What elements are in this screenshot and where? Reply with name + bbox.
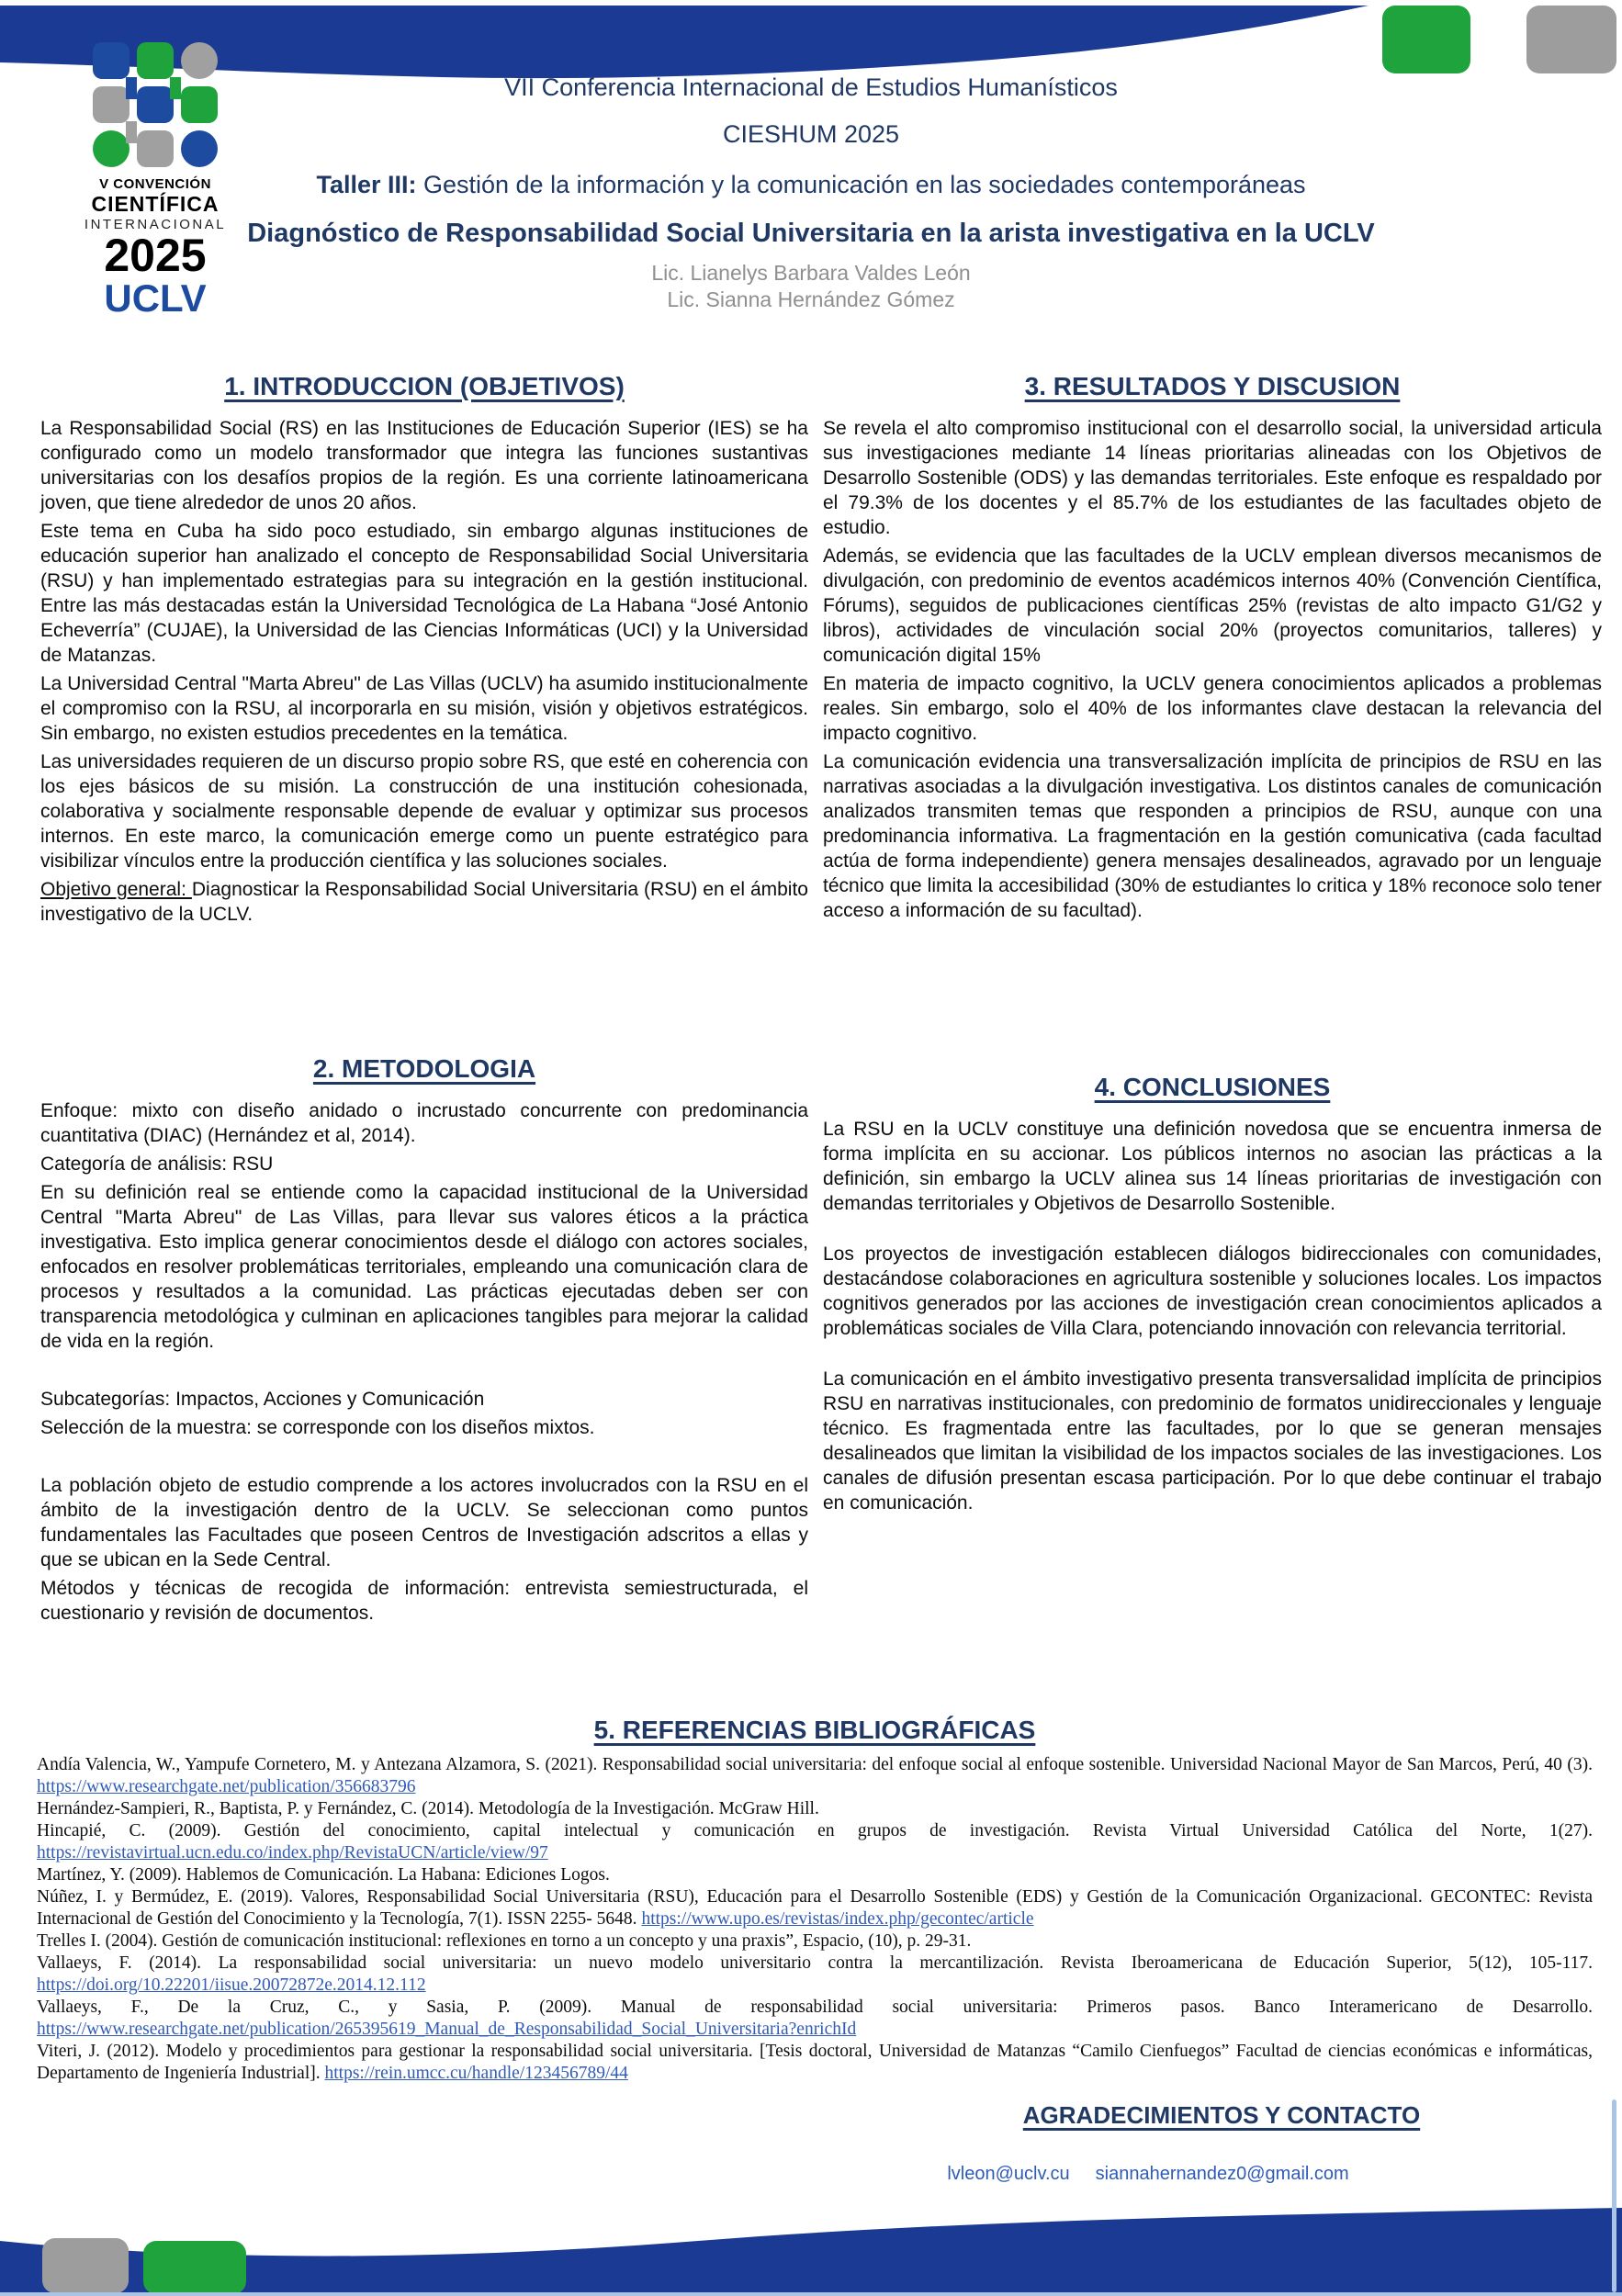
section-introduccion-title: 1. INTRODUCCION (OBJETIVOS) [224, 372, 625, 400]
reference-link[interactable]: https://rein.umcc.cu/handle/123456789/44 [324, 2064, 628, 2083]
reference-item [37, 1754, 1593, 1798]
top-gray-tab [1526, 6, 1616, 73]
section-resultados-title: 3. RESULTADOS Y DISCUSION [1024, 372, 1401, 400]
section-conclusiones-body [823, 1117, 1602, 1515]
section-referencias-title: 5. REFERENCIAS BIBLIOGRÁFICAS [593, 1716, 1036, 1744]
reference-text: Núñez, I. y Bermúdez, E. (2019). Valores, Responsabilidad Social Universitaria (RSU), Educación para el Desarrollo Sostenible (EDS) y Gestión de la Comunicación Organizacional. GECONTEC: Revista Internacional de Gestión del Conocimiento y la Tecnología, 7(1). ISSN 2255- 5648. [37, 1887, 1593, 1929]
paragraph-text: Categoría de análisis: RSU [40, 1154, 274, 1175]
section-conclusiones-title: 4. CONCLUSIONES [1094, 1073, 1331, 1101]
conference-name: VII Conferencia Internacional de Estudios Humanísticos [504, 73, 1118, 101]
authors-block [0, 260, 1622, 313]
reference-item [37, 1798, 1593, 1820]
paragraph [823, 544, 1602, 668]
reference-link[interactable]: https://doi.org/10.22201/iisue.20072872e.2014.12.112 [37, 1975, 426, 1995]
logo-text-cientifica: CIENTÍFICA [91, 192, 220, 216]
contact-email-1: lvleon@uclv.cu [947, 2164, 1070, 2184]
paragraph [40, 877, 808, 927]
reference-item [37, 1930, 1593, 1953]
contact-email-2: siannahernandez0@gmail.com [1095, 2164, 1349, 2184]
reference-item [37, 1997, 1593, 2041]
paragraph-lead: Objetivo general: [40, 879, 192, 900]
logo-text-convencion: V CONVENCIÓN [99, 176, 211, 192]
paragraph-text: La Responsabilidad Social (RS) en las Instituciones de Educación Superior (IES) se ha configurado como un modelo transformador que integra las funciones sustantivas universitarias con los desafíos propios de la región. Es una corriente latinoamericana joven, que tiene alrededor de unos 20 años. [40, 418, 808, 513]
paragraph [40, 1152, 808, 1176]
contact-emails [817, 2164, 1479, 2185]
reference-item [37, 1953, 1593, 1997]
paragraph [823, 671, 1602, 746]
paragraph-text: La Universidad Central "Marta Abreu" de Las Villas (UCLV) ha asumido institucionalmente el compromiso con la RSU, al incorporarla en su misión, visión y objetivos estratégicos. Sin embargo, no existen estudios precedentes en la temática. [40, 673, 808, 744]
poster-header [0, 73, 1622, 313]
paragraph-text: Diagnosticar la Responsabilidad Social Universitaria (RSU) en el ámbito investigativo de la UCLV. [40, 879, 808, 925]
section-agradecimientos [918, 2101, 1525, 2130]
reference-text: Vallaeys, F., De la Cruz, C., y Sasia, P. (2009). Manual de responsabilidad social universitaria: Primeros pasos. Banco Interamericano de Desarrollo. [37, 1998, 1593, 2017]
paragraph [40, 1387, 808, 1412]
reference-text: Hernández-Sampieri, R., Baptista, P. y Fernández, C. (2014). Metodología de la Investigación. McGraw Hill. [37, 1799, 819, 1818]
reference-item [37, 1886, 1593, 1930]
right-accent-line [1612, 2099, 1616, 2292]
poster-title: Diagnóstico de Responsabilidad Social Universitaria en la arista investigativa en la UCLV [247, 219, 1375, 248]
paragraph-text: Selección de la muestra: se corresponde con los diseños mixtos. [40, 1417, 595, 1438]
section-metodologia-title: 2. METODOLOGIA [312, 1054, 536, 1083]
reference-text: Viteri, J. (2012). Modelo y procedimientos para gestionar la responsabilidad social universitaria. [Tesis doctoral, Universidad de Matanzas “Camilo Cienfuegos” Facultad de ciencias económicas e informáticas, Departamento de Ingeniería Industrial]. [37, 2042, 1593, 2083]
section-agradecimientos-title: AGRADECIMIENTOS Y CONTACTO [1022, 2101, 1421, 2129]
conference-acronym: CIESHUM 2025 [722, 120, 900, 148]
paragraph [40, 1576, 808, 1626]
paragraph [40, 519, 808, 668]
bottom-accent-line [0, 2292, 1622, 2296]
paragraph-text: Además, se evidencia que las facultades de la UCLV emplean diversos mecanismos de divulgación, con predominio de eventos académicos internos 40% (Convención Científica, Fórums), seguidos de publicaciones científicas 25% (revistas de alto impacto G1/G2 y libros), actividades de vinculación social 20% (proyectos comunitarios, talleres) y comunicación digital 15% [823, 546, 1602, 666]
logo-text-year: 2025 [104, 230, 207, 281]
paragraph [40, 1180, 808, 1354]
logo-text-internacional: INTERNACIONAL [84, 217, 227, 232]
section-metodologia-body [40, 1098, 808, 1626]
paragraph [40, 749, 808, 873]
bottom-green-tab [143, 2241, 246, 2294]
paragraph-text: Este tema en Cuba ha sido poco estudiado, sin embargo algunas instituciones de educación superior han analizado el concepto de Responsabilidad Social Universitaria (RSU) y han implementado estrategias para su integración en la gestión institucional. Entre las más destacadas están la Universidad Tecnológica de La Habana “José Antonio Echeverría” (CUJAE), la Universidad de las Ciencias Informáticas (UCI) y la Universidad de Matanzas. [40, 521, 808, 666]
paragraph [40, 416, 808, 515]
paragraph-text: La RSU en la UCLV constituye una definición novedosa que se encuentra inmersa de forma implícita en su accionar. Los públicos internos no asocian las prácticas a la definición, sin embargo la UCLV alinea sus 14 líneas prioritarias de investigación con demandas territoriales y Objetivos de Desarrollo Sostenible. [823, 1119, 1602, 1214]
workshop-text: Gestión de la información y la comunicación en las sociedades contemporáneas [416, 171, 1306, 198]
paragraph [40, 1473, 808, 1572]
reference-text: Vallaeys, F. (2014). La responsabilidad social universitaria: un nuevo modelo universitario contra la mercantilización. Revista Iberoamericana de Educación Superior, 5(12), 105-117. [37, 1953, 1593, 1973]
reference-link[interactable]: https://www.upo.es/revistas/index.php/gecontec/article [641, 1909, 1034, 1929]
reference-item [37, 2041, 1593, 2085]
paragraph [40, 1415, 808, 1440]
reference-text: Trelles I. (2004). Gestión de comunicación institucional: reflexiones en torno a un concepto y una praxis”, Espacio, (10), p. 29-31. [37, 1931, 972, 1951]
section-resultados [823, 372, 1602, 927]
paragraph [823, 1367, 1602, 1515]
reference-item [37, 1820, 1593, 1864]
paragraph [823, 416, 1602, 540]
reference-link[interactable]: https://www.researchgate.net/publication/265395619_Manual_de_Responsabilidad_Social_Universitaria?enrichId [37, 2020, 857, 2039]
paragraph-text: En su definición real se entiende como la capacidad institucional de la Universidad Central "Marta Abreu" de Las Villas, para llevar sus valores éticos a la práctica investigativa. Esto implica generar conocimientos desde el diálogo con actores sociales, enfocados en resolver problemáticas territoriales, empleando una comunicación clara de procesos y resultados a la comunidad. Las prácticas ejecutadas deben ser con transparencia metodológica y culminan en aplicaciones tangibles para mejorar la calidad de vida en la región. [40, 1182, 808, 1352]
author-1: Lic. Lianelys Barbara Valdes León [651, 261, 971, 286]
section-resultados-body [823, 416, 1602, 923]
workshop-line [0, 171, 1622, 199]
reference-text: Hincapié, C. (2009). Gestión del conocimiento, capital intelectual y comunicación en grupos de investigación. Revista Virtual Universidad Católica del Norte, 1(27). [37, 1821, 1593, 1840]
paragraph-text: En materia de impacto cognitivo, la UCLV genera conocimientos aplicados a problemas reales. Sin embargo, solo el 40% de los informantes clave destacan la relevancia del impacto cognitivo. [823, 673, 1602, 744]
paragraph [40, 1098, 808, 1148]
reference-link[interactable]: https://revistavirtual.ucn.edu.co/index.php/RevistaUCN/article/view/97 [37, 1843, 548, 1863]
paragraph-text: La población objeto de estudio comprende a los actores involucrados con la RSU en el ámbito de la investigación dentro de la UCLV. Se seleccionan como puntos fundamentales las Facultades que poseen Centros de Investigación adscritos a ellas y que se ubican en la Sede Central. [40, 1475, 808, 1570]
section-introduccion [40, 372, 808, 930]
section-introduccion-body [40, 416, 808, 927]
section-conclusiones [823, 1073, 1602, 1541]
workshop-label: Taller III: [316, 171, 417, 198]
paragraph-text: La comunicación evidencia una transversalización implícita de principios de RSU en las narrativas asociadas a la divulgación investigativa. Los distintos canales de comunicación analizados transmiten temas que responden a principios de RSU, aunque con una predominancia informativa. La fragmentación en la gestión comunicativa (cada facultad actúa de forma independiente) genera mensajes desalineados, agravado por un lenguaje técnico que limita la accesibilidad (30% de estudiantes lo critica y 18% reconoce solo tener acceso a información de su facultad). [823, 751, 1602, 921]
paragraph-text: Las universidades requieren de un discurso propio sobre RS, que esté en coherencia con los ejes básicos de su misión. La construcción de una institución cohesionada, colaborativa y socialmente responsable depende de evaluar y optimizar sus procesos internos. En este marco, la comunicación emerge como un puente estratégico para visibilizar vínculos entre la producción científica y las soluciones sociales. [40, 751, 808, 872]
reference-list [37, 1754, 1593, 2085]
paragraph-text: Se revela el alto compromiso institucional con el desarrollo social, la universidad articula sus investigaciones mediante 14 líneas prioritarias alineadas con los Objetivos de Desarrollo Sostenible (ODS) y las demandas territoriales. Este enfoque es respaldado por el 79.3% de los docentes y el 85.7% de los estudiantes de las facultades objeto de estudio. [823, 418, 1602, 538]
section-referencias [37, 1716, 1593, 2085]
reference-link[interactable]: https://www.researchgate.net/publication/356683796 [37, 1777, 416, 1796]
top-green-tab [1382, 6, 1470, 73]
bottom-gray-tab [42, 2238, 129, 2293]
reference-text: Andía Valencia, W., Yampufe Cornetero, M. y Antezana Alzamora, S. (2021). Responsabilidad social universitaria: del enfoque social al enfoque sostenible. Universidad Nacional Mayor de San Marcos, Perú, 40 (3). [37, 1755, 1593, 1774]
logo-text-uclv: UCLV [104, 276, 207, 320]
paragraph [823, 1242, 1602, 1341]
paragraph-text: Métodos y técnicas de recogida de información: entrevista semiestructurada, el cuestionario y revisión de documentos. [40, 1578, 808, 1624]
paragraph [823, 1117, 1602, 1216]
reference-text: Martínez, Y. (2009). Hablemos de Comunicación. La Habana: Ediciones Logos. [37, 1865, 610, 1885]
paragraph [40, 671, 808, 746]
paragraph [823, 749, 1602, 923]
reference-item [37, 1864, 1593, 1886]
section-metodologia [40, 1054, 808, 1629]
paragraph-text: La comunicación en el ámbito investigativo presenta transversalidad implícita de principios RSU en narrativas institucionales, con predominio de formatos unidireccionales y lenguaje técnico. Es fragmentada entre las facultades, por lo que se generan mensajes desalineados que limitan la visibilidad de los impactos sociales de las investigaciones. Los canales de difusión presentan escasa participación. Por lo que debe continuar el trabajo en comunicación. [823, 1368, 1602, 1514]
paragraph-text: Subcategorías: Impactos, Acciones y Comunicación [40, 1389, 485, 1410]
paragraph-text: Enfoque: mixto con diseño anidado o incrustado concurrente con predominancia cuantitativa (DIAC) (Hernández et al, 2014). [40, 1100, 808, 1146]
author-2: Lic. Sianna Hernández Gómez [667, 287, 955, 312]
paragraph-text: Los proyectos de investigación establecen diálogos bidireccionales con comunidades, destacándose colaboraciones en agricultura sostenible y soluciones locales. Los impactos cognitivos generados por las acciones de investigación crean conocimientos aplicados a problemáticas sociales de Villa Clara, potenciando innovación con relevancia territorial. [823, 1244, 1602, 1339]
